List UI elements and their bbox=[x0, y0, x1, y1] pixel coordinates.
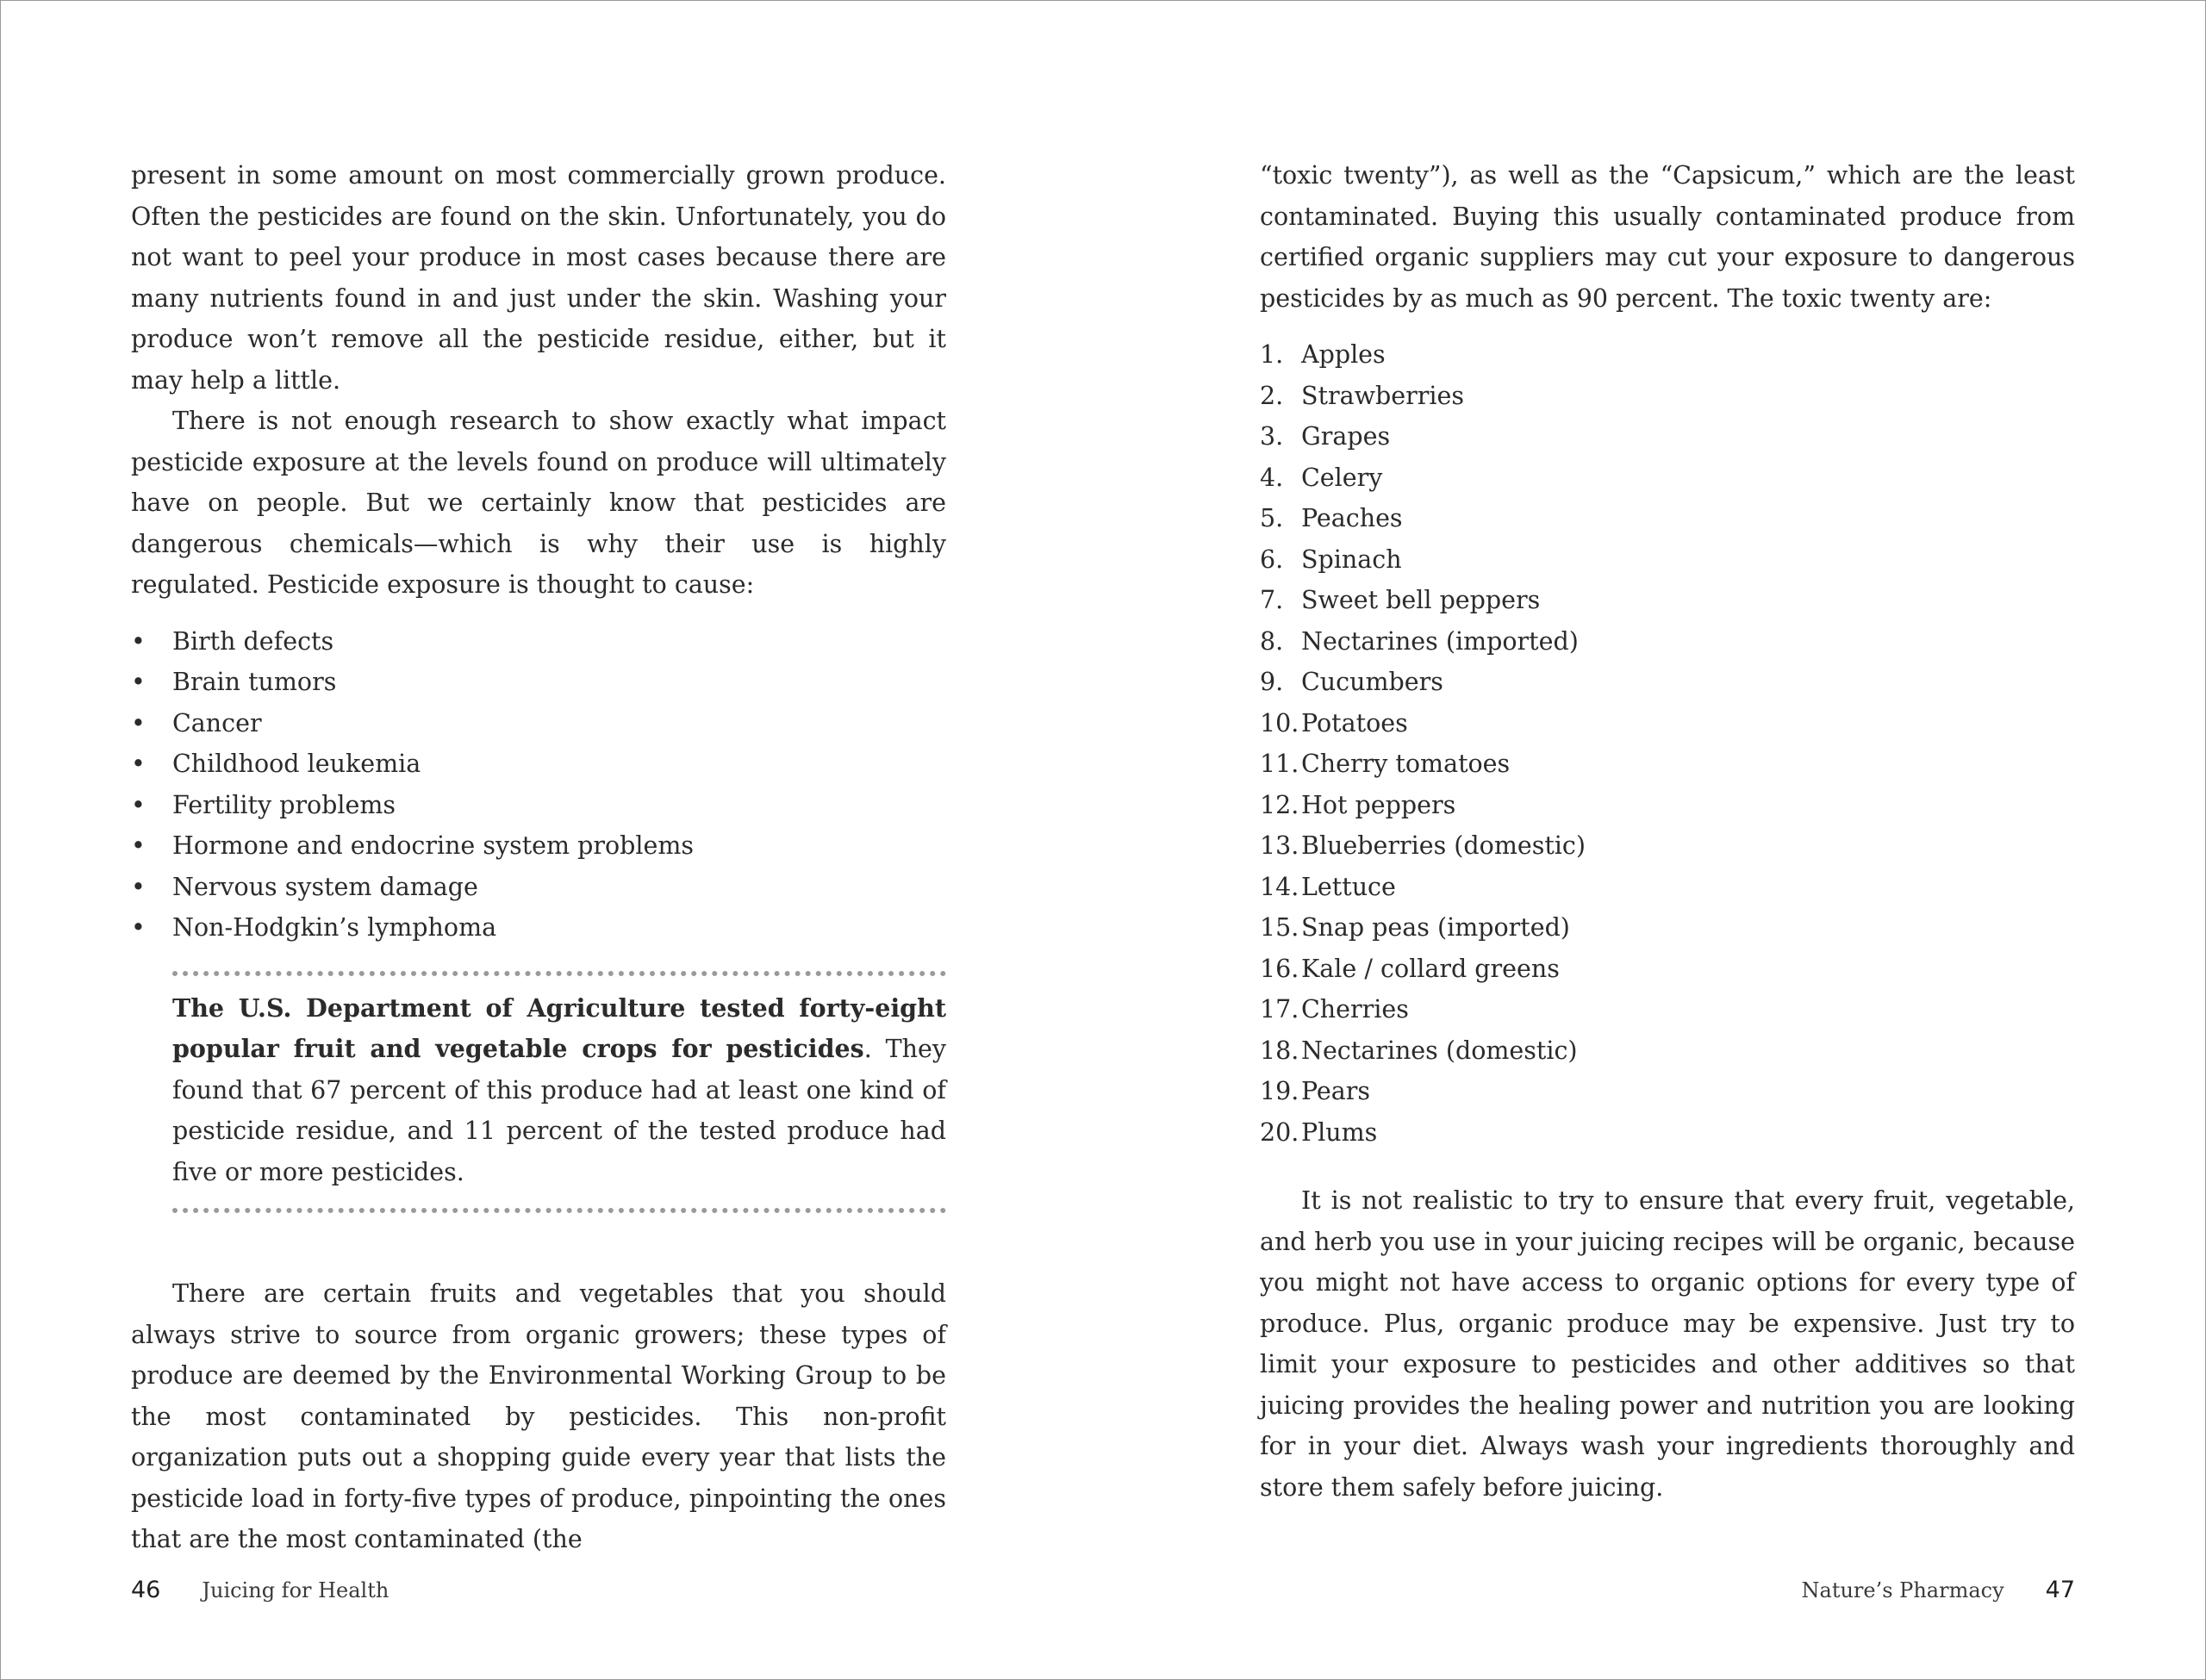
right-page bbox=[1260, 155, 2075, 1508]
list-item-text: Blueberries (domestic) bbox=[1301, 831, 1586, 860]
list-item-text: Cucumbers bbox=[1301, 668, 1443, 696]
list-item bbox=[1260, 1030, 2075, 1072]
list-item-text: Spinach bbox=[1301, 544, 1402, 574]
list-number: 9. bbox=[1260, 668, 1284, 696]
list-item bbox=[1260, 621, 2075, 663]
list-item: • Non-Hodgkin’s lymphoma bbox=[131, 907, 946, 949]
list-item bbox=[1260, 744, 2075, 785]
list-item bbox=[1260, 334, 2075, 376]
list-number: 17. bbox=[1260, 995, 1299, 1024]
list-item: • Fertility problems bbox=[131, 785, 946, 826]
list-item bbox=[1260, 907, 2075, 949]
page-number: 46 bbox=[131, 1577, 161, 1603]
callout-text: . They found that 67 percent of this produce had at least one kind of pesticide residue, and 11 percent of the tested produce had five or more pesticides. bbox=[172, 1035, 947, 1186]
list-item bbox=[1260, 1071, 2075, 1112]
list-number: 6. bbox=[1260, 544, 1284, 574]
list-item bbox=[1260, 703, 2075, 744]
list-item bbox=[1260, 1112, 2075, 1154]
list-item-text: Grapes bbox=[1301, 422, 1391, 451]
list-item bbox=[1260, 376, 2075, 417]
list-item: • Childhood leukemia bbox=[131, 744, 946, 785]
list-number: 3. bbox=[1260, 422, 1284, 451]
list-item bbox=[1260, 498, 2075, 539]
list-number: 8. bbox=[1260, 626, 1284, 656]
callout-bold-text: The U.S. Department of Agriculture tested forty-eight popular fruit and vegetable crops for pesticides bbox=[172, 992, 946, 1063]
list-item-text: Celery bbox=[1301, 463, 1383, 492]
list-item-text: Peaches bbox=[1301, 504, 1403, 532]
list-item-text: Plums bbox=[1301, 1117, 1378, 1147]
list-item: • Brain tumors bbox=[131, 662, 946, 703]
list-item bbox=[1260, 989, 2075, 1030]
page-number: 47 bbox=[2045, 1577, 2075, 1603]
list-item-text: Nectarines (domestic) bbox=[1301, 1036, 1578, 1065]
list-item-text: Nectarines (imported) bbox=[1301, 626, 1579, 656]
list-number: 7. bbox=[1260, 586, 1284, 614]
list-item-text: Apples bbox=[1301, 340, 1386, 369]
list-number: 19. bbox=[1260, 1077, 1299, 1105]
list-item bbox=[1260, 539, 2075, 581]
left-footer bbox=[131, 1577, 389, 1603]
list-number: 16. bbox=[1260, 954, 1299, 983]
list-number: 4. bbox=[1260, 463, 1284, 492]
list-item-text: Potatoes bbox=[1301, 708, 1408, 737]
list-item bbox=[1260, 785, 2075, 826]
usda-callout-box bbox=[172, 971, 946, 1214]
list-number: 10. bbox=[1260, 708, 1299, 737]
list-item-text: Kale / collard greens bbox=[1301, 954, 1560, 983]
right-paragraph-1: “toxic twenty”), as well as the “Capsicum,” which are the least contaminated. Buying this usually contaminated produce from certified organic suppliers may cut your exposure to dangerous pesticides by as much as 90 percent. The toxic twenty are: bbox=[1260, 161, 2075, 313]
list-item bbox=[1260, 662, 2075, 703]
list-number: 18. bbox=[1260, 1036, 1299, 1065]
pesticide-effects-list bbox=[131, 621, 946, 949]
list-item-text: Lettuce bbox=[1301, 872, 1396, 901]
list-item bbox=[1260, 416, 2075, 457]
list-number: 5. bbox=[1260, 504, 1284, 532]
list-number: 1. bbox=[1260, 340, 1284, 369]
list-item: • Cancer bbox=[131, 703, 946, 744]
left-paragraph-2: There is not enough research to show exactly what impact pesticide exposure at the levels found on produce will ultimately have on people. But we certainly know that pesticides are dangerous chemicals—which is why their use is highly regulated. Pesticide exposure is thought to cause: bbox=[131, 407, 946, 599]
list-item: • Hormone and endocrine system problems bbox=[131, 825, 946, 867]
list-item-text: Sweet bell peppers bbox=[1301, 586, 1541, 614]
list-number: 15. bbox=[1260, 913, 1299, 942]
list-item bbox=[1260, 949, 2075, 990]
list-item bbox=[1260, 825, 2075, 867]
list-number: 11. bbox=[1260, 750, 1299, 778]
list-item-text: Cherry tomatoes bbox=[1301, 750, 1511, 778]
running-title: Nature’s Pharmacy bbox=[1801, 1578, 2004, 1602]
list-item-text: Hot peppers bbox=[1301, 790, 1456, 819]
right-footer bbox=[1802, 1577, 2075, 1603]
toxic-twenty-list bbox=[1260, 334, 2075, 1153]
left-paragraph-3: There are certain fruits and vegetables that you should always strive to source from organic growers; these types of produce are deemed by the Environmental Working Group to be the most contaminated by pesticides. This non-profit organization puts out a shopping guide every year that lists the pesticide load in forty-five types of produce, pinpointing the ones that are the most contaminated (the bbox=[131, 1279, 946, 1553]
list-number: 2. bbox=[1260, 381, 1284, 410]
list-item-text: Snap peas (imported) bbox=[1301, 913, 1570, 942]
left-page bbox=[131, 155, 946, 1560]
left-paragraph-1: present in some amount on most commercially grown produce. Often the pesticides are found on the skin. Unfortunately, you do not want to peel your produce in most cases because there are many nutrients found in and just under the skin. Washing your produce won’t remove all the pesticide residue, either, but it may help a little. bbox=[131, 161, 946, 395]
list-item: • Nervous system damage bbox=[131, 867, 946, 908]
list-number: 13. bbox=[1260, 831, 1299, 860]
list-item bbox=[1260, 867, 2075, 908]
right-paragraph-2: It is not realistic to try to ensure that every fruit, vegetable, and herb you use in your juicing recipes will be organic, because you might not have access to organic options for every type of produce. Plus, organic produce may be expensive. Just try to limit your exposure to pesticides and other additives so that juicing provides the healing power and nutrition you are looking for in your diet. Always wash your ingredients thoroughly and store them safely before juicing. bbox=[1260, 1186, 2075, 1502]
list-number: 20. bbox=[1260, 1117, 1299, 1147]
list-item-text: Cherries bbox=[1301, 995, 1409, 1024]
list-item bbox=[1260, 580, 2075, 621]
list-number: 12. bbox=[1260, 790, 1299, 819]
list-item-text: Pears bbox=[1301, 1077, 1371, 1105]
list-number: 14. bbox=[1260, 872, 1299, 901]
running-title: Juicing for Health bbox=[202, 1578, 389, 1602]
list-item-text: Strawberries bbox=[1301, 381, 1464, 410]
list-item bbox=[1260, 457, 2075, 499]
list-item: • Birth defects bbox=[131, 621, 946, 663]
